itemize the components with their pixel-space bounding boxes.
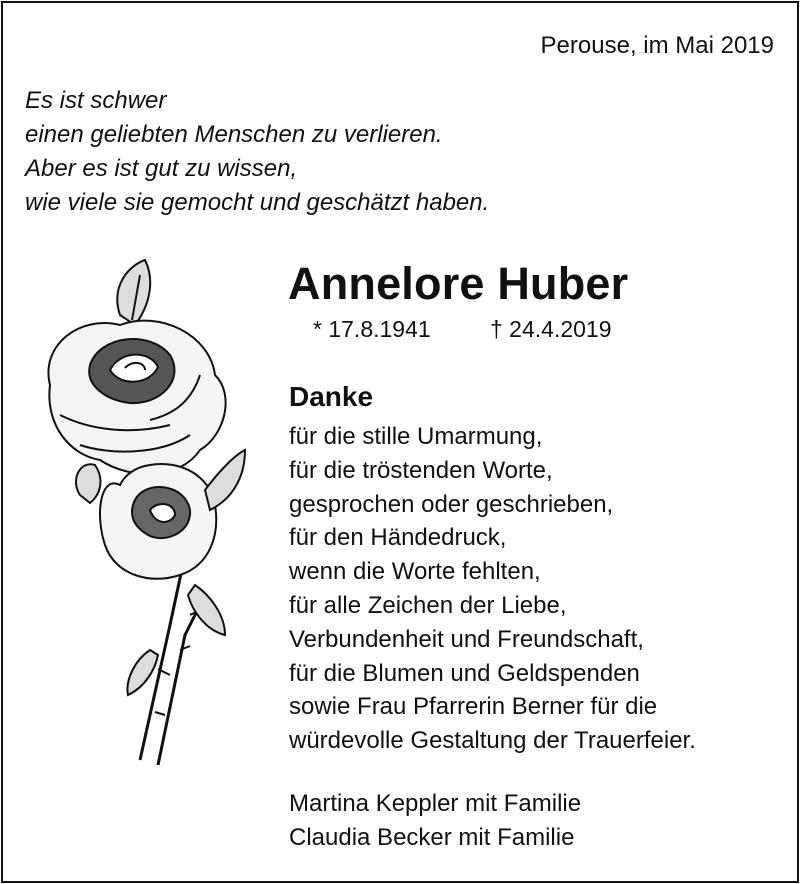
thanks-line: Verbundenheit und Freundschaft,: [289, 625, 644, 653]
thanks-line: für die tröstenden Worte,: [289, 456, 553, 484]
quote-line: Aber es ist gut zu wissen,: [25, 155, 298, 182]
thanks-line: für die stille Umarmung,: [289, 423, 543, 450]
death-date: † 24.4.2019: [490, 316, 612, 342]
quote: [25, 84, 489, 220]
thanks-line: würdevolle Gestaltung der Trauerfeier.: [289, 727, 696, 755]
thanks-line: für den Händedruck,: [289, 524, 507, 552]
quote-line: wie viele sie gemocht und geschätzt haben.: [25, 189, 490, 216]
deceased-name: Annelore Huber: [288, 258, 629, 309]
thanks-line: für die Blumen und Geldspenden: [289, 659, 640, 687]
signatures: [289, 787, 581, 855]
rose-illustration: [20, 255, 260, 785]
thanks-text: [289, 420, 696, 758]
place-date: Perouse, im Mai 2019: [540, 32, 774, 59]
quote-line: einen geliebten Menschen zu verlieren.: [25, 121, 443, 148]
birth-date: * 17.8.1941: [313, 316, 431, 342]
thanks-line: gesprochen oder geschrieben,: [289, 490, 614, 518]
thanks-line: sowie Frau Pfarrerin Berner für die: [289, 693, 658, 721]
signature: Claudia Becker mit Familie: [289, 824, 575, 851]
signature: Martina Keppler mit Familie: [289, 790, 582, 817]
thanks-line: wenn die Worte fehlten,: [289, 558, 541, 586]
thanks-heading: Danke: [289, 381, 374, 412]
quote-line: Es ist schwer: [25, 87, 167, 114]
thanks-line: für alle Zeichen der Liebe,: [289, 591, 567, 619]
